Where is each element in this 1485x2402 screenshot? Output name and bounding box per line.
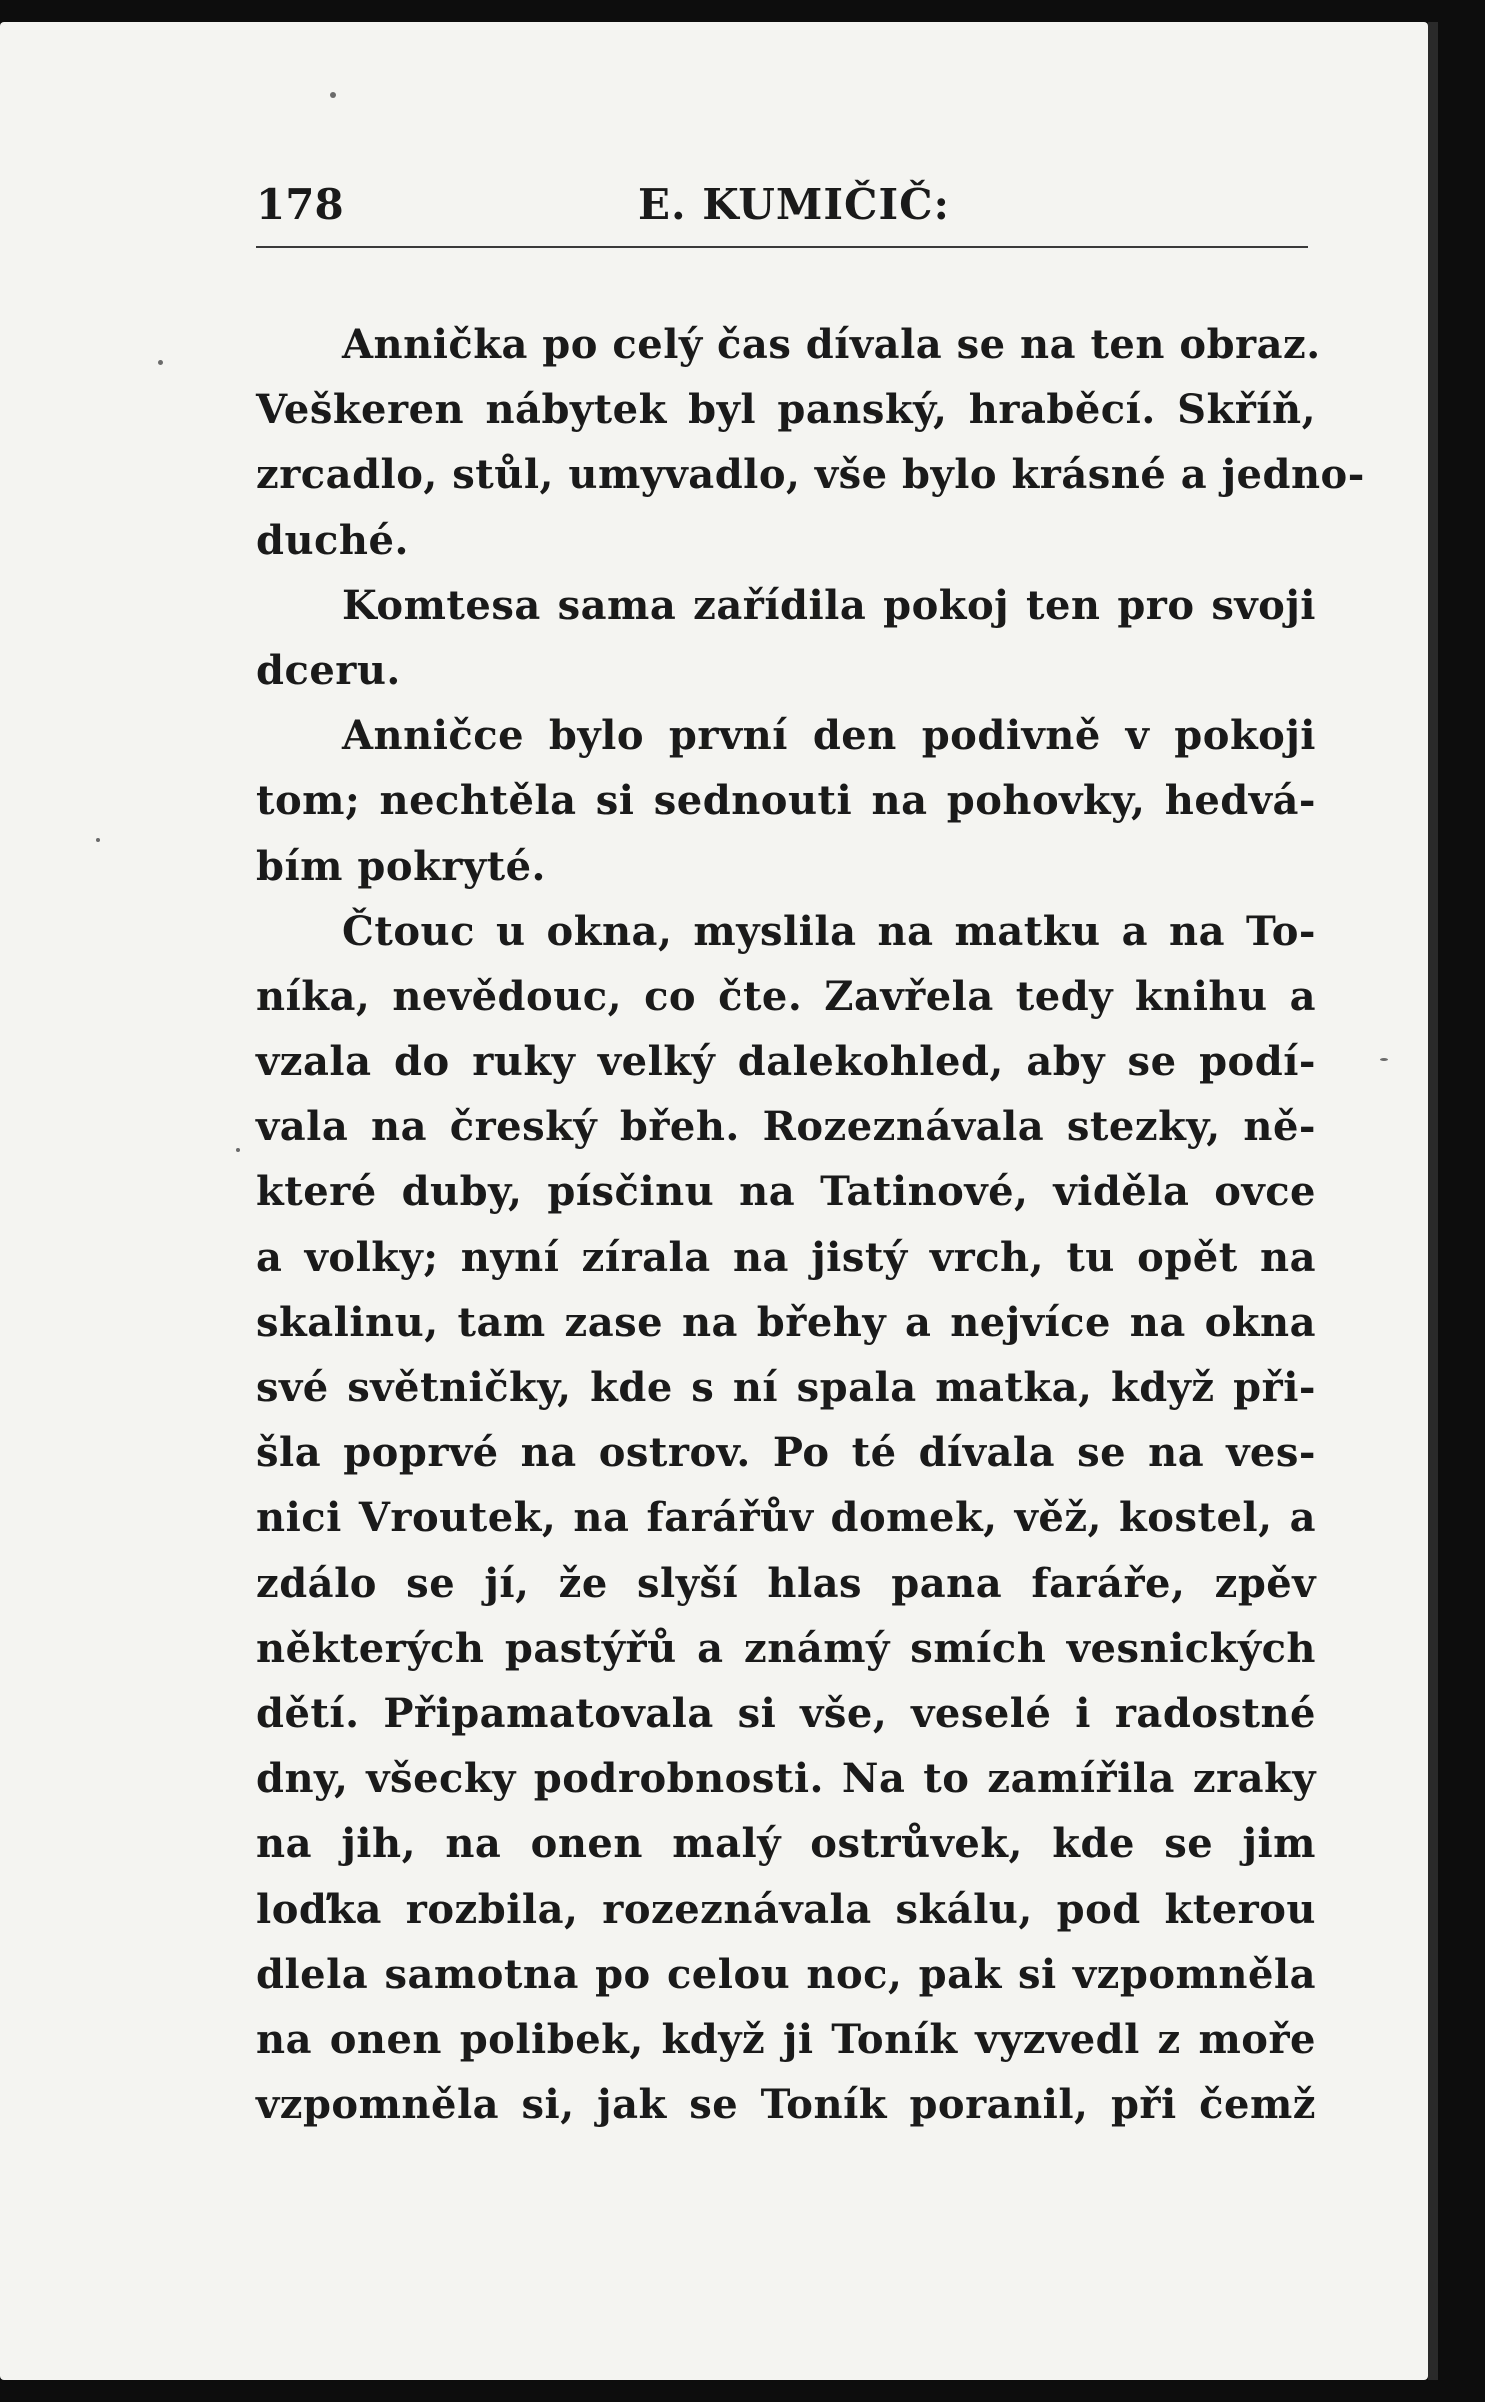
text-line: Veškeren nábytek byl panský, hraběcí. Skříň, — [256, 386, 1316, 434]
text-line: zdálo se jí, že slyší hlas pana faráře, zpěv — [256, 1559, 1316, 1607]
running-head-author: E. KUMIČIČ: — [638, 180, 951, 229]
text-line: šla poprvé na ostrov. Po té dívala se na ves- — [256, 1429, 1316, 1477]
text-line: Annička po celý čas dívala se na ten obraz. — [342, 321, 1321, 368]
text-line: duché. — [256, 516, 409, 564]
text-line: bím pokryté. — [256, 842, 546, 890]
text-line: dceru. — [256, 646, 401, 694]
text-line: a volky; nyní zírala na jistý vrch, tu opět na — [256, 1233, 1316, 1281]
text-line: na jih, na onen malý ostrůvek, kde se jim — [256, 1820, 1316, 1868]
text-line: které duby, písčinu na Tatinové, viděla ovce — [256, 1168, 1316, 1216]
text-line: nici Vroutek, na farářův domek, věž, kostel, a — [256, 1494, 1316, 1542]
text-line: dětí. Připamatovala si vše, veselé i radostné — [256, 1689, 1316, 1737]
text-line: tom; nechtěla si sednouti na pohovky, hedvá- — [256, 777, 1316, 825]
header-rule — [256, 246, 1308, 248]
text-line: dny, všecky podrobnosti. Na to zamířila zraky — [256, 1755, 1316, 1803]
paper-speck — [330, 92, 336, 98]
text-line: vzala do ruky velký dalekohled, aby se podí- — [256, 1038, 1316, 1086]
text-line: vala na čreský břeh. Rozeznávala stezky, ně- — [256, 1103, 1316, 1151]
paper-speck — [236, 1148, 240, 1152]
text-line: loďka rozbila, rozeznávala skálu, pod kterou — [256, 1885, 1316, 1933]
text-line: vzpomněla si, jak se Toník poranil, při čemž — [256, 2081, 1316, 2129]
text-line: na onen polibek, když ji Toník vyzvedl z moře — [256, 2015, 1316, 2063]
text-line: své světničky, kde s ní spala matka, když při- — [256, 1364, 1316, 1411]
text-line: některých pastýřů a známý smích vesnických — [256, 1624, 1316, 1672]
text-line: Čtouc u okna, myslila na matku a na To- — [342, 907, 1316, 955]
text-line: Anničce bylo první den podivně v pokoji — [342, 712, 1316, 760]
text-line: dlela samotna po celou noc, pak si vzpomněla — [256, 1950, 1316, 1998]
page-number: 178 — [256, 180, 344, 229]
paper-speck — [96, 838, 100, 842]
paper-speck — [158, 360, 163, 365]
text-line: níka, nevědouc, co čte. Zavřela tedy knihu a — [256, 972, 1316, 1020]
text-line: zrcadlo, stůl, umyvadlo, vše bylo krásné a jedno- — [256, 451, 1365, 499]
body-text — [256, 312, 1365, 2137]
text-line: skalinu, tam zase na břehy a nejvíce na okna — [256, 1298, 1316, 1346]
text-line: Komtesa sama zařídila pokoj ten pro svoji — [342, 581, 1316, 629]
running-head — [256, 180, 1308, 240]
page-edge-shadow — [1428, 22, 1438, 2380]
paper-speck — [1380, 1058, 1388, 1061]
